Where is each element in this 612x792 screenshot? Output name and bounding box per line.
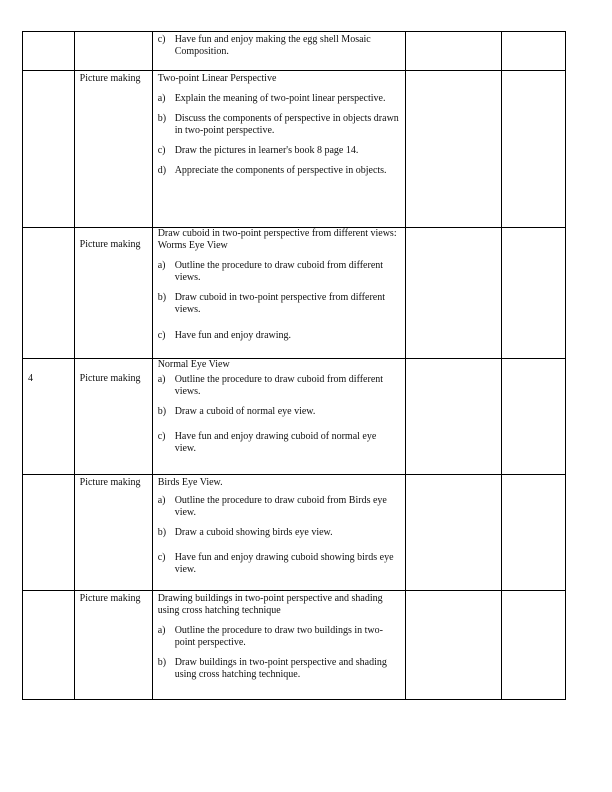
table-row (23, 475, 566, 591)
empty-cell (405, 591, 502, 700)
list-item (158, 292, 400, 316)
empty-cell (405, 32, 502, 71)
item-label: b) (157, 406, 167, 417)
empty-cell (405, 359, 502, 475)
item-label: c) (157, 330, 166, 341)
week-cell (23, 475, 75, 591)
item-text: Explain the meaning of two-point linear perspective. (174, 93, 386, 104)
item-text: Appreciate the components of perspective in objects. (174, 165, 387, 176)
list-item (158, 165, 400, 177)
strand-cell: Picture making (74, 71, 152, 228)
list-item (158, 657, 400, 681)
item-label: a) (157, 625, 166, 636)
item-label: b) (157, 657, 167, 668)
item-label: b) (157, 292, 167, 303)
item-label: c) (157, 431, 166, 442)
list-item (158, 330, 400, 342)
item-text: Have fun and enjoy making the egg shell Mosaic Composition. (174, 34, 371, 57)
empty-cell (405, 475, 502, 591)
empty-cell (502, 475, 566, 591)
content-cell (152, 359, 405, 475)
list-item (158, 145, 400, 157)
empty-cell (502, 71, 566, 228)
topic-title: Normal Eye View (157, 359, 230, 370)
content-cell (152, 591, 405, 700)
table-row (23, 32, 566, 71)
strand-cell: Picture making (74, 359, 152, 475)
list-item (158, 374, 400, 398)
list-item (158, 552, 400, 576)
item-label: b) (157, 527, 167, 538)
item-text: Outline the procedure to draw cuboid from different views. (174, 260, 384, 283)
topic-title: Draw cuboid in two-point perspective from different views: Worms Eye View (157, 228, 397, 251)
table-row (23, 359, 566, 475)
item-label: a) (157, 260, 166, 271)
item-text: Draw buildings in two-point perspective and shading using cross hatching technique. (174, 657, 387, 680)
item-label: a) (157, 374, 166, 385)
strand-cell (74, 32, 152, 71)
item-text: Draw a cuboid of normal eye view. (174, 406, 316, 417)
topic-title: Two-point Linear Perspective (157, 73, 277, 84)
strand-cell: Picture making (74, 228, 152, 359)
item-text: Outline the procedure to draw cuboid from Birds eye view. (174, 495, 387, 518)
item-text: Have fun and enjoy drawing. (174, 330, 292, 341)
strand-cell: Picture making (74, 475, 152, 591)
item-label: b) (157, 113, 167, 124)
empty-cell (405, 71, 502, 228)
item-text: Outline the procedure to draw cuboid from different views. (174, 374, 384, 397)
content-cell (152, 71, 405, 228)
item-label: d) (157, 165, 167, 176)
item-label: a) (157, 495, 166, 506)
list-item (158, 625, 400, 649)
item-text: Have fun and enjoy drawing cuboid of normal eye view. (174, 431, 377, 454)
empty-cell (502, 359, 566, 475)
list-item (158, 406, 400, 418)
table-row (23, 591, 566, 700)
empty-cell (405, 228, 502, 359)
week-cell (23, 228, 75, 359)
list-item (158, 113, 400, 137)
empty-cell (502, 591, 566, 700)
list-item (158, 495, 400, 519)
item-text: Draw a cuboid showing birds eye view. (174, 527, 333, 538)
strand-cell: Picture making (74, 591, 152, 700)
week-cell (23, 32, 75, 71)
item-label: c) (157, 34, 166, 45)
item-label: c) (157, 145, 166, 156)
list-item (158, 260, 400, 284)
content-cell (152, 228, 405, 359)
empty-cell (502, 32, 566, 71)
list-item (158, 431, 400, 455)
scheme-of-work-table (22, 31, 566, 700)
item-label: c) (157, 552, 166, 563)
item-text: Outline the procedure to draw two buildings in two-point perspective. (174, 625, 383, 648)
item-text: Have fun and enjoy drawing cuboid showing birds eye view. (174, 552, 394, 575)
item-text: Discuss the components of perspective in objects drawn in two-point perspective. (174, 113, 399, 136)
table-row (23, 228, 566, 359)
topic-title: Birds Eye View. (157, 477, 223, 488)
content-cell (152, 32, 405, 71)
list-item (158, 527, 400, 539)
week-cell (23, 71, 75, 228)
week-cell (23, 591, 75, 700)
list-item (158, 93, 400, 105)
table-row (23, 71, 566, 228)
week-cell: 4 (23, 359, 75, 475)
topic-title: Drawing buildings in two-point perspective and shading using cross hatching technique (157, 593, 383, 616)
item-text: Draw the pictures in learner's book 8 page 14. (174, 145, 359, 156)
empty-cell (502, 228, 566, 359)
content-cell (152, 475, 405, 591)
list-item (158, 34, 400, 58)
item-text: Draw cuboid in two-point perspective from different views. (174, 292, 385, 315)
item-label: a) (157, 93, 166, 104)
